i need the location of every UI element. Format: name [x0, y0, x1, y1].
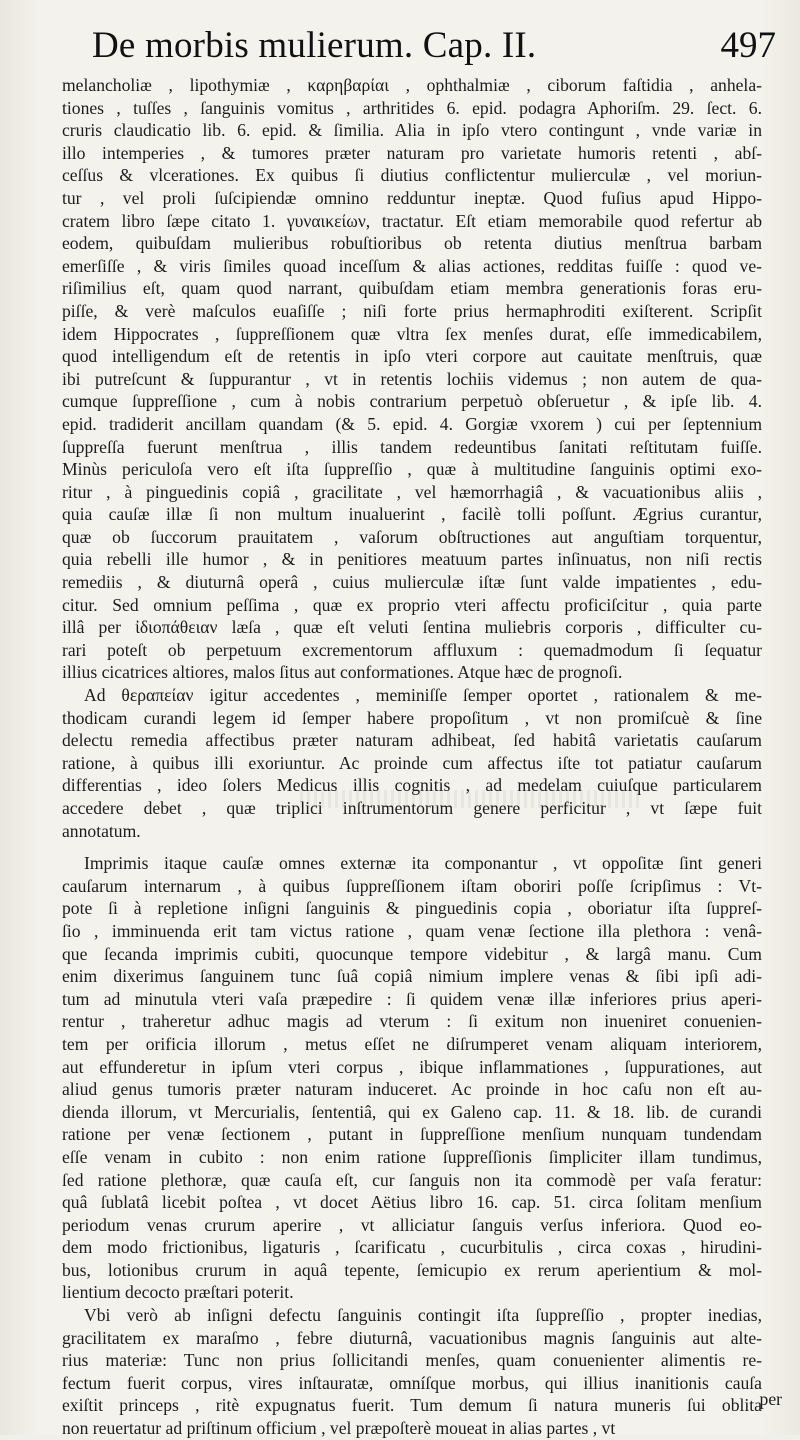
catchword: per: [759, 1389, 782, 1409]
text-line: quâ ſublatâ licebit poſtea , vt docet Aëtius libro 16. cap. 51. circa ſolitam menſium: [62, 1192, 762, 1213]
paragraph: [62, 852, 762, 1304]
text-line: epid. tradiderit ancillam quandam (& 5. epid. 4. Gorgiæ vxorem ) cui per ſeptennium: [62, 413, 762, 434]
text-line: illo intemperies , & tumores præter naturam pro varietate humoris retenti , abſ-: [62, 142, 762, 163]
text-line: lientium decocto præſtari poterit.: [62, 1282, 294, 1303]
page-number: 497: [720, 25, 776, 66]
text-line: gracilitatem ex maraſmo , febre diuturnâ, vacuationibus magnis ſanguinis aut alte-: [62, 1327, 762, 1348]
text-line: piſſe, & verè maſculos euaſiſſe ; niſi forte prius hermaphroditi exiſterent. Scripſit: [62, 300, 762, 321]
paragraph: [62, 74, 762, 684]
text-line: emerſiſſe , & viris ſimiles quoad inceſſum & alias actiones, redditas fuiſſe : quod ve-: [62, 255, 762, 276]
text-line: non reuertatur ad priſtinum officium , vel præpoſterè moueat in alias partes , vt: [62, 1418, 616, 1439]
text-line: ratione per venæ ſectionem , putant in ſuppreſſione menſium nunquam tundendam: [62, 1124, 762, 1145]
text-line: Vbi verò ab inſigni defectu ſanguinis contingit iſta ſuppreſſio , propter inedias,: [84, 1305, 762, 1326]
text-line: aut effunderetur in ipſum vteri corpus , ibique inflammationes , ſuppurationes, aut: [62, 1056, 762, 1077]
text-line: citur. Sed omnium peſſima , quæ ex proprio vteri affectu proficiſcitur , quia parte: [62, 594, 762, 615]
text-line: eodem, quibuſdam mulieribus robuſtioribus ob retenta diutius menſtrua barbam: [62, 233, 762, 254]
text-line: tem per orificia illorum , metus eſſet ne diſrumperet venam aliquam interiorem,: [62, 1033, 762, 1054]
text-line: tum ad minutula vteri vaſa præpedire : ſi quidem venæ illæ inferiores prius aperi-: [62, 988, 762, 1009]
text-line: melancholiæ , lipothymiæ , καρηβαρίαι , ophthalmiæ , ciborum faſtidia , anhela-: [62, 75, 762, 95]
text-line: cratem libro ſæpe citato 1. γυναικείων, tractatur. Eſt etiam memorabile quod refertur ab: [62, 210, 762, 231]
text-line: rari poteſt ob perpetuum excrementorum affluxum : quemadmodum ſi ſequatur: [62, 639, 762, 660]
text-line: ceſſus & vlcerationes. Ex quibus ſi diutius conflictentur mulierculæ , vel moriun-: [62, 165, 762, 186]
text-line: fectum fuerit corpus, vires inſtauratæ, omníſque morbus, qui illius inanitionis cauſa: [62, 1372, 762, 1393]
text-line: dienda illorum, vt Mercurialis, ſententiâ, qui ex Galeno cap. 11. & 18. lib. de curandi: [62, 1101, 762, 1122]
text-line: dem modo frictionibus, ligaturis , ſcarificatu , cucurbitulis , circa coxas , hirudini-: [62, 1237, 762, 1258]
text-line: illâ per ἰδιοπάθειαν læſa , quæ eſt veluti ſentina muliebris corporis , difficulter cu-: [62, 617, 762, 638]
text-line: ratione, à quibus illi exoriuntur. Ac proinde cum affectus iſte tot patiatur cauſarum: [62, 752, 762, 773]
text-line: quod intelligendum eſt de retentis in ipſo vteri corpore aut cauitate menſtruis, quæ: [62, 346, 762, 367]
text-line: ſio , imminuenda erit tam victus ratione , quam venæ ſectione illa plethora : venâ-: [62, 920, 762, 941]
text-line: eſſe venam in cubito : non enim ratione ſuppreſſionis ſimpliciter illam tundimus,: [62, 1146, 762, 1167]
running-header: [92, 22, 782, 74]
text-line: que ſecanda imprimis cubiti, quocunque tempore videbitur , & largâ manu. Cum: [62, 943, 762, 964]
text-line: tur , vel proli ſuſcipiendæ omnino redduntur ineptæ. Quod fuſius apud Hippo-: [62, 187, 762, 208]
text-line: riſimilius eſt, quam quod narrant, quibuſdam etiam membra generationis foras eru-: [62, 278, 762, 299]
text-line: ſed ratione plethoræ, quæ cauſa eſt, cur ſanguis non ita commodè per vaſa feratur:: [62, 1169, 762, 1190]
text-line: remediis , & diuturnâ operâ , cuius mulierculæ iſtæ ſunt valde impatientes , edu-: [62, 572, 762, 593]
paragraph: [62, 684, 762, 842]
text-line: bus, lotionibus crurum in aquâ tepente, ſemicupio ex rerum aperientium & mol-: [62, 1259, 762, 1280]
chapter-title: De morbis mulierum. Cap. II.: [92, 25, 537, 66]
text-line: Minùs periculoſa vero eſt iſta ſuppreſſio , quæ à multitudine ſanguinis optimi exo-: [62, 459, 762, 480]
text-line: Imprimis itaque cauſæ omnes externæ ita componantur , vt oppoſitæ ſint generi: [84, 853, 762, 874]
text-line: illius cicatrices altiores, malos ſitus aut conformationes. Atque hæc de prognoſi.: [62, 662, 623, 683]
text-line: idem Hippocrates , ſuppreſſionem quæ vltra ſex menſes durat, eſſe immedicabilem,: [62, 323, 762, 344]
text-line: ſuppreſſa fuerunt menſtrua , illis tandem redeuntibus ſanitati reſtitutam fuiſſe.: [62, 436, 762, 457]
body-text: [62, 74, 762, 1440]
text-line: delectu remedia affectibus præter naturam adhibeat, ſed habitâ varietatis cauſarum: [62, 730, 762, 751]
text-line: quæ ob ſuccorum prauitatem , vaſorum obſtructiones aut anguſtiam torquentur,: [62, 526, 762, 547]
text-line: accedere debet , quæ triplici inſtrumentorum genere perficitur , vt ſæpe fuit: [62, 798, 762, 818]
text-line: quia cauſæ illæ ſi non multum inualuerint , facilè tolli poſſunt. Ægrius curantur,: [62, 504, 762, 525]
text-line: periodum venas crurum aperire , vt alliciatur ſanguis verſus inferiora. Quod eo-: [62, 1214, 762, 1235]
text-line: exiſtit princeps , ritè expugnatus fuerit. Tum demum ſi natura muneris ſui oblita: [62, 1395, 762, 1416]
text-line: pote ſi à repletione inſigni ſanguinis & pinguedinis copia , oboriatur iſta ſuppreſ-: [62, 898, 762, 919]
text-line: cauſarum internarum , à quibus ſuppreſſionem iſtam oboriri poſſe ſcripſimus : Vt-: [62, 875, 762, 896]
text-line: annotatum.: [62, 820, 141, 841]
paragraph-gap: [62, 842, 762, 852]
text-line: Ad θεραπείαν igitur accedentes , meminiſſe ſemper oportet , rationalem & me-: [84, 685, 762, 706]
text-line: rentur , traheretur adhuc magis ad vterum : ſi exitum non inueniret conuenien-: [62, 1011, 762, 1032]
text-line: cumque ſuppreſſione , cum à nobis contrarium perpetuò obſeruetur , & ipſe lib. 4.: [62, 391, 762, 412]
text-line: differentias , ideo ſolers Medicus illis cognitis , ad medelam cuiuſque particularem: [62, 775, 762, 796]
text-line: cruris claudicatio lib. 6. epid. & ſimilia. Alia in ipſo vtero contingunt , vnde variæ in: [62, 120, 762, 141]
text-line: enim dixerimus ſanguinem tunc ſuâ copiâ nimium implere venas & ſibi ipſi adi-: [62, 966, 762, 987]
text-line: ritur , à pinguedinis copiâ , gracilitate , vel hæmorrhagiâ , & vacuationibus aliis ,: [62, 481, 762, 502]
paragraph: [62, 1304, 762, 1440]
text-line: ibi putreſcunt & ſuppurantur , vt in retentis lochiis videmus ; non autem de qua-: [62, 368, 762, 389]
text-line: quia rebelli ille humor , & in penitiores meatuum partes inſinuatus, non niſi rectis: [62, 549, 762, 570]
text-line: rius materiæ: Tunc non prius ſollicitandi menſes, quam conuenienter alimentis re-: [62, 1350, 762, 1371]
text-line: thodicam curandi legem id ſemper habere propoſitum , vt non promiſcuè & ſine: [62, 707, 762, 728]
text-line: tiones , tuſſes , ſanguinis vomitus , arthritides 6. epid. podagra Aphoriſm. 29. ſect. 6.: [62, 97, 762, 118]
text-line: aliud genus tumoris præter naturam induceret. Ac proinde in hoc caſu non eſt au-: [62, 1079, 762, 1100]
